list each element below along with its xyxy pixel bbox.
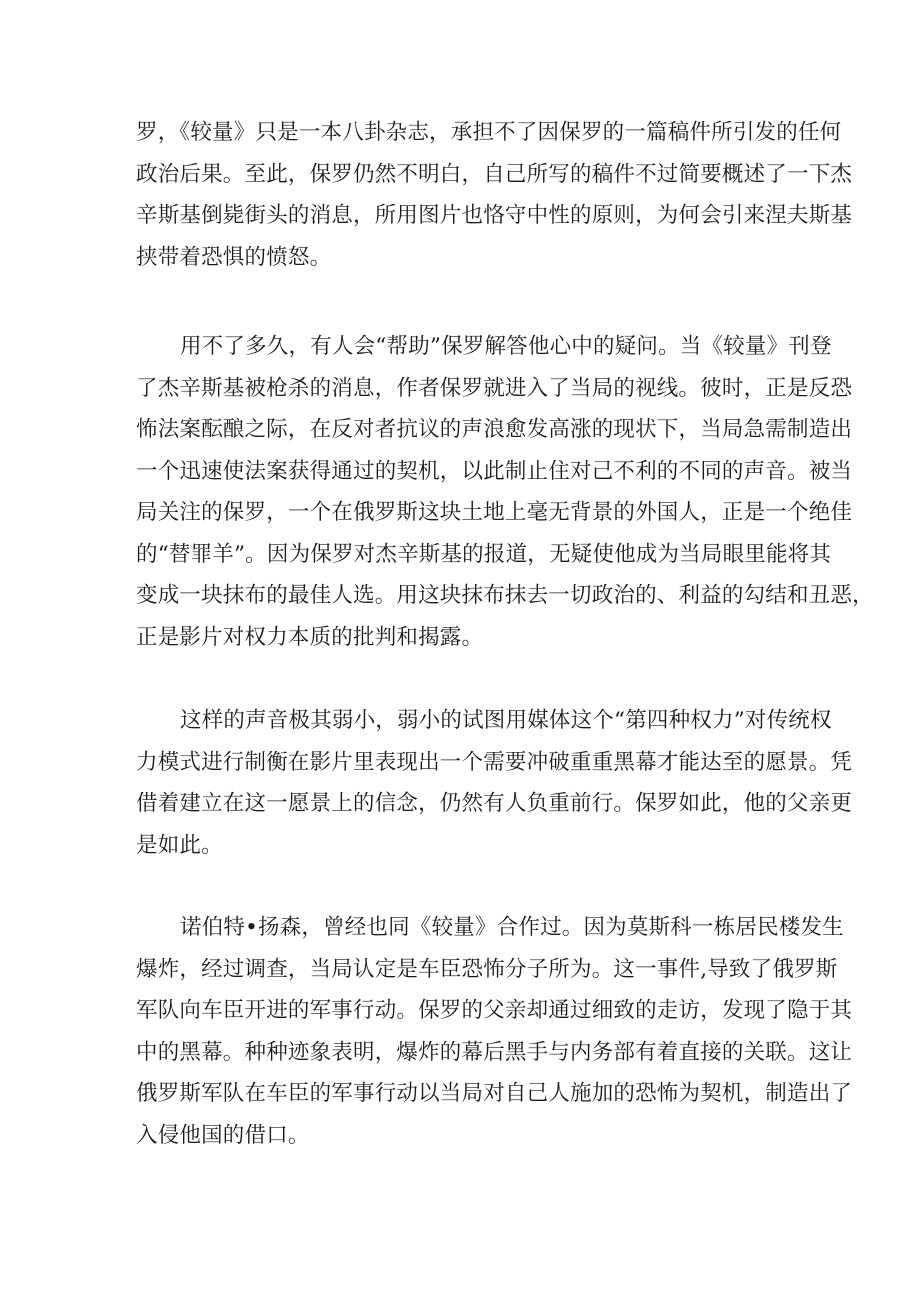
paragraph-line: 正是影片对权力本质的批判和揭露。	[136, 624, 484, 650]
paragraph-line: 局关注的保罗，一个在俄罗斯这块土地上毫无背景的外国人，正是一个绝佳	[136, 500, 853, 525]
paragraph-1	[136, 112, 853, 278]
paragraph-line: 政治后果。至此，保罗仍然不明白，自己所写的稿件不过简要概述了一下杰	[136, 161, 853, 187]
paragraph-line: 怖法案酝酿之际，在反对者抗议的声浪愈发高涨的现状下，当局急需制造出	[136, 417, 853, 442]
paragraph-line: 是如此。	[136, 832, 223, 858]
paragraph-line: 这样的声音极其弱小，弱小的试图用媒体这个“第四种权力”对传统权	[180, 708, 832, 733]
paragraph-3	[136, 700, 853, 866]
paragraph-line: 用不了多久，有人会“帮助”保罗解答他心中的疑问。当《较量》刊登	[180, 334, 832, 359]
paragraph-line: 罗，《较量》只是一本八卦杂志，承担不了因保罗的一篇稿件所引发的任何	[136, 120, 842, 145]
paragraph-line: 俄罗斯军队在车臣的军事行动以当局对自己人施加的恐怖为契机，制造出了	[136, 1081, 853, 1106]
paragraph-line: 辛斯基倒毙街头的消息，所用图片也恪守中性的原则，为何会引来涅夫斯基	[136, 203, 853, 228]
paragraph-line: 诺伯特•扬森，曾经也同《较量》合作过。因为莫斯科一栋居民楼发生	[180, 915, 844, 940]
paragraph-line: 挟带着恐惧的愤怒。	[136, 244, 332, 270]
paragraph-line: 爆炸，经过调查，当局认定是车臣恐怖分子所为。这一事件,导致了俄罗斯	[136, 956, 838, 982]
paragraph-line: 了杰辛斯基被枪杀的消息，作者保罗就进入了当局的视线。彼时，正是反恐	[136, 375, 853, 401]
paragraph-line: 借着建立在这一愿景上的信念，仍然有人负重前行。保罗如此，他的父亲更	[136, 791, 853, 816]
paragraph-line: 的“替罪羊”。因为保罗对杰辛斯基的报道，无疑使他成为当局眼里能将其	[136, 541, 832, 567]
paragraph-2	[136, 326, 874, 658]
paragraph-line: 一个迅速使法案获得通过的契机，以此制止住对己不利的不同的声音。被当	[136, 458, 853, 484]
paragraph-line: 变成一块抹布的最佳人选。用这块抹布抹去一切政治的、利益的勾结和丑恶，	[136, 583, 874, 608]
paragraph-line: 中的黑幕。种种迹象表明，爆炸的幕后黑手与内务部有着直接的关联。这让	[136, 1039, 853, 1065]
paragraph-line: 力模式进行制衡在影片里表现出一个需要冲破重重黑幕才能达至的愿景。凭	[136, 749, 853, 775]
paragraph-4	[136, 907, 853, 1156]
paragraph-line: 军队向车臣开进的军事行动。保罗的父亲却通过细致的走访，发现了隐于其	[136, 998, 853, 1023]
paragraph-line: 入侵他国的借口。	[136, 1122, 310, 1148]
